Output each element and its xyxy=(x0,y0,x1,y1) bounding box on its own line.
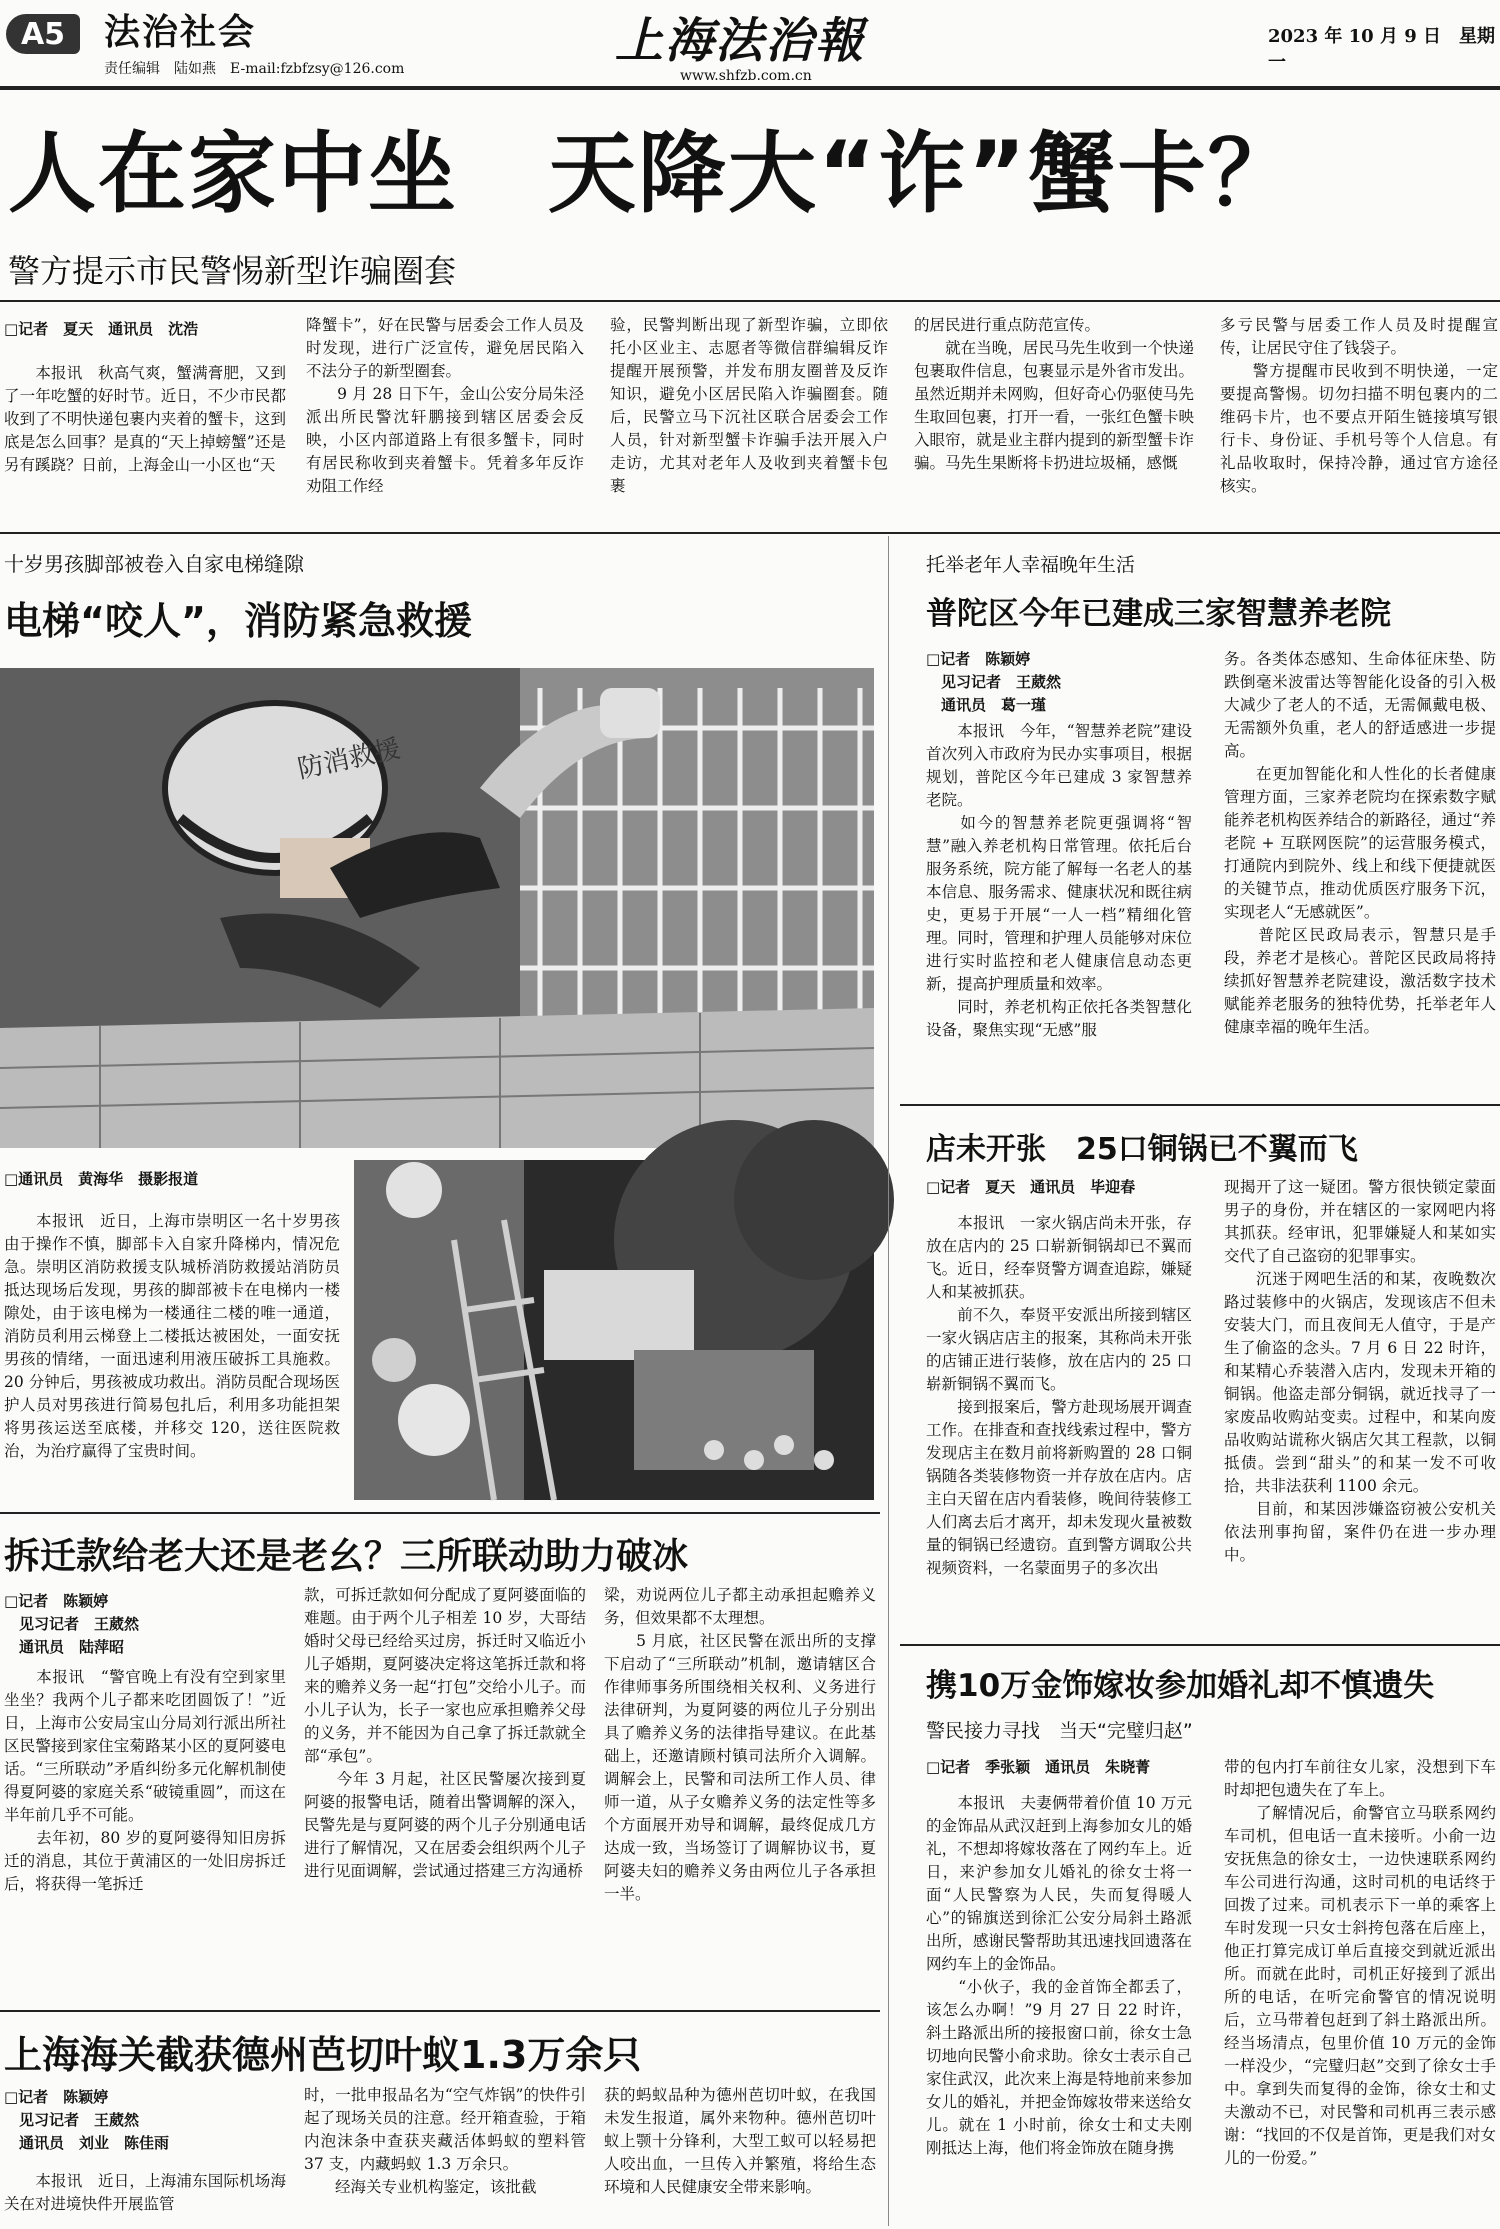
elevator-rescue-photo xyxy=(0,668,874,1148)
customs-headline: 上海海关截获德州芭切叶蚁1.3万余只 xyxy=(4,2033,642,2077)
issue-date: 2023 年 10 月 9 日 星期一 xyxy=(1268,26,1496,73)
website-url: www.shfzb.com.cn xyxy=(680,68,812,84)
firefighters-scene-photo xyxy=(354,1160,874,1500)
elderly-byline: □记者 陈颖婷 见习记者 王葳然 通讯员 葛一瑾 xyxy=(926,650,1062,714)
lead-column-2: 降蟹卡”，好在民警与居委会工作人员及时发现，进行广泛宣传，避免居民陷入不法分子的新型圈套。 9 月 28 日下午，金山公安分局朱泾派出所民警沈轩鹏接到辖区居委会反映，小区内部道路上有很多蟹卡，同时有居民称收到夹着蟹卡。凭着多年反诈劝阻工作经 xyxy=(306,316,584,495)
demolition-headline: 拆迁款给老大还是老幺？三所联动助力破冰 xyxy=(4,1536,689,1577)
demolition-byline: □记者 陈颖婷 见习记者 王葳然 通讯员 陆萍昭 xyxy=(4,1592,140,1656)
demolition-bottom-rule xyxy=(0,2010,880,2012)
lead-divider xyxy=(0,300,1500,302)
elderly-headline: 普陀区今年已建成三家智慧养老院 xyxy=(926,596,1391,632)
elderly-kicker: 托举老年人幸福晚年生活 xyxy=(926,554,1136,576)
gold-byline: □记者 季张颖 通讯员 朱晓菁 xyxy=(926,1758,1151,1776)
customs-byline: □记者 陈颖婷 见习记者 王葳然 通讯员 刘业 陈佳雨 xyxy=(4,2088,170,2152)
lead-column-4: 的居民进行重点防范宣传。 就在当晚，居民马先生收到一个快递包裹取件信息，包裹显示是外省市发出。虽然近期并未网购，但好奇心仍驱使马先生取回包裹，打开一看，一张红色蟹卡映入眼帘，就是业主群内提到的新型蟹卡诈骗。马先生果断将卡扔进垃圾桶，感慨 xyxy=(914,316,1194,472)
gold-subhead: 警民接力寻找 当天“完璧归赵” xyxy=(926,1720,1193,1742)
elevator-byline: □通讯员 黄海华 摄影报道 xyxy=(4,1170,199,1188)
header-rule xyxy=(0,86,1500,90)
elevator-body: 本报讯 近日，上海市崇明区一名十岁男孩由于操作不慎，脚部卡入自家升降梯内，情况危急。崇明区消防救援支队城桥消防救援站消防员抵达现场后发现，男孩的脚部被卡在电梯内一楼隙处，由于该电梯为一楼通往二楼的唯一通道，消防员利用云梯登上二楼抵达被困处，一面安抚男孩的情绪，一面迅速利用液压破拆工具施救。20 分钟后，男孩被成功救出。消防员配合现场医护人员对男孩进行简易包扎后，利用多功能担架将男孩运送至底楼，并移交 120，送往医院救治，为治疗赢得了宝贵时间。 xyxy=(4,1212,340,1460)
customs-column-1: 本报讯 近日，上海浦东国际机场海关在对进境快件开展监管 xyxy=(4,2172,286,2213)
firefighters-scene-illustration xyxy=(354,1160,874,1500)
demolition-column-3: 梁，劝说两位儿子都主动承担起赡养义务，但效果都不太理想。 5 月底，社区民警在派出所的支撑下启动了“三所联动”机制，邀请辖区合作律师事务所围绕相关权利、义务进行法律研判，为夏阿婆的两位儿子分别出具了赡养义务的法律指导建议。在此基础上，还邀请顾村镇司法所介入调解。调解会上，民警和司法所工作人员、律师一道，从子女赡养义务的法定性等多个方面展开劝导和调解，最终促成几方达成一致，当场签订了调解协议书，夏阿婆夫妇的赡养义务由两位儿子各承担一半。 xyxy=(604,1586,876,1903)
elderly-column-1: 本报讯 今年，“智慧养老院”建设首次列入市政府为民办实事项目，根据规划，普陀区今年已建成 3 家智慧养老院。 如今的智慧养老院更强调将“智慧”融入养老机构日常管理。依托后台服务系统，院方能了解每一名老人的基本信息、服务需求、健康状况和既往病史，更易于开展“一人一档”精细化管理。同时，管理和护理人员能够对床位进行实时监控和老人健康信息动态更新，提高护理质量和效率。 同时，养老机构正依托各类智慧化设备，聚焦实现“无感”服 xyxy=(926,722,1192,1039)
elevator-bottom-rule xyxy=(0,1512,880,1514)
column-divider xyxy=(888,536,889,2226)
elevator-rescue-illustration xyxy=(0,668,874,1148)
gold-column-1: 本报讯 夫妻俩带着价值 10 万元的金饰品从武汉赶到上海参加女儿的婚礼，不想却将嫁妆落在了网约车上。近日，来沪参加女儿婚礼的徐女士将一面“人民警察为人民，失而复得暖人心”的锦旗送到徐汇公安分局斜土路派出所，感谢民警帮助其迅速找回遗落在网约车上的金饰品。 “小伙子，我的金首饰全都丢了，该怎么办啊！”9 月 27 日 22 时许，斜土路派出所的接报窗口前，徐女士急切地向民警小俞求助。徐女士表示自己家住武汉，此次来上海是特地前来参加女儿的婚礼，并把金饰嫁妆带来送给女儿。就在 1 小时前，徐女士和丈夫刚刚抵达上海，他们将金饰放在随身携 xyxy=(926,1794,1192,2157)
lead-column-5: 多亏民警与居委工作人员及时提醒宣传，让居民守住了钱袋子。 警方提醒市民收到不明快递，一定要提高警惕。切勿扫描不明包裹内的二维码卡片，也不要点开陌生链接填写银行卡、身份证、手机号等个人信息。有礼品收取时，保持冷静，通过官方途径核实。 xyxy=(1220,316,1498,495)
hotpot-headline: 店未开张 25口铜锅已不翼而飞 xyxy=(926,1132,1358,1167)
editor-credit: 责任编辑 陆如燕 E-mail:fzbfzsy@126.com xyxy=(104,61,405,77)
lead-headline: 人在家中坐 天降大“诈”蟹卡？ xyxy=(8,122,1298,225)
page-number-badge: A5 xyxy=(6,14,80,54)
lead-column-1: 本报讯 秋高气爽，蟹满膏肥，又到了一年吃蟹的好时节。近日，不少市民都收到了不明快递包裹内夹着的蟹卡，这到底是怎么回事？是真的“天上掉螃蟹”还是另有蹊跷？日前，上海金山一小区也“天 xyxy=(4,364,286,474)
elevator-kicker: 十岁男孩脚部被卷入自家电梯缝隙 xyxy=(4,552,304,576)
lead-column-3: 验，民警判断出现了新型诈骗，立即依托小区业主、志愿者等微信群编辑反诈提醒开展预警，并发布朋友圈普及反诈知识，避免小区居民陷入诈骗圈套。随后，民警立马下沉社区联合居委会工作人员，针对新型蟹卡诈骗手法开展入户走访，尤其对老年人及收到夹着蟹卡包裹 xyxy=(610,316,888,495)
hotpot-byline: □记者 夏天 通讯员 毕迎春 xyxy=(926,1178,1136,1196)
gold-column-2: 带的包内打车前往女儿家，没想到下车时却把包遗失在了车上。 了解情况后，俞警官立马联系网约车司机，但电话一直未接听。小俞一边安抚焦急的徐女士，一边快速联系网约车公司进行沟通，这时司机的电话终于回拨了过来。司机表示下一单的乘客上车时发现一只女士斜挎包落在后座上，他正打算完成订单后直接交到就近派出所。而就在此时，司机正好接到了派出所的电话，在听完俞警官的情况说明后，立马带着包赶到了斜土路派出所。经当场清点，包里价值 10 万元的金饰一样没少，“完璧归赵”交到了徐女士手中。拿到失而复得的金饰，徐女士和丈夫激动不已，对民警和司机再三表示感谢：“找回的不仅是首饰，更是我们对女儿的一份爱。” xyxy=(1224,1758,1496,2167)
gold-headline: 携10万金饰嫁妆参加婚礼却不慎遗失 xyxy=(926,1668,1435,1704)
customs-column-2: 时，一批申报品名为“空气炸锅”的快件引起了现场关员的注意。经开箱查验，于箱内泡沫条中查获夹藏活体蚂蚁的塑料管 37 支，内藏蚂蚁 1.3 万余只。 经海关专业机构鉴定，该批截 xyxy=(304,2086,586,2196)
lead-bottom-rule xyxy=(0,532,1500,534)
svg-text:防消救援: 防消救援 xyxy=(295,733,404,785)
hotpot-bottom-rule xyxy=(900,1644,1500,1646)
demolition-column-2: 款，可拆迁款如何分配成了夏阿婆面临的难题。由于两个儿子相差 10 岁，大哥结婚时父母已经给买过房，拆迁时又临近小儿子婚期，夏阿婆决定将这笔拆迁款和将来的赡养义务一起“打包”交给小儿子。而小儿子认为，长子一家也应承担赡养父母的义务，并不能因为自己拿了拆迁款就全部“承包”。 今年 3 月起，社区民警屡次接到夏阿婆的报警电话，随着出警调解的深入，民警先是与夏阿婆的两个儿子分别通电话进行了解情况，又在居委会组织两个儿子进行见面调解，尝试通过搭建三方沟通桥 xyxy=(304,1586,586,1880)
elevator-headline: 电梯“咬人”，消防紧急救援 xyxy=(4,599,472,643)
demolition-column-1: 本报讯 “警官晚上有没有空到家里坐坐？我两个儿子都来吃团圆饭了！”近日，上海市公安局宝山分局刘行派出所社区民警接到家住宝菊路某小区的夏阿婆电话。“三所联动”矛盾纠纷多元化解机制使得夏阿婆的家庭关系“破镜重圆”，而这在半年前几乎不可能。 去年初，80 岁的夏阿婆得知旧房拆迁的消息，其位于黄浦区的一处旧房拆迁后，将获得一笔拆迁 xyxy=(4,1668,286,1893)
lead-subhead: 警方提示市民警惕新型诈骗圈套 xyxy=(8,252,457,290)
section-title: 法治社会 xyxy=(104,12,257,53)
elderly-column-2: 务。各类体态感知、生命体征床垫、防跌倒毫米波雷达等智能化设备的引入极大减少了老人的不适，无需佩戴电极、无需额外负重，老人的舒适感进一步提高。 在更加智能化和人性化的长者健康管理方面，三家养老院均在探索数字赋能养老机构医养结合的新路径，通过“养老院 + 互联网医院”的运营服务模式，打通院内到院外、线上和线下便捷就医的关键节点，推动优质医疗服务下沉，实现老人“无感就医”。 普陀区民政局表示，智慧只是手段，养老才是核心。普陀区民政局将持续抓好智慧养老院建设，激活数字技术赋能养老服务的独特优势，托举老年人健康幸福的晚年生活。 xyxy=(1224,650,1496,1036)
hotpot-column-1: 本报讯 一家火锅店尚未开张，存放在店内的 25 口崭新铜锅却已不翼而飞。近日，经奉贤警方调查追踪，嫌疑人和某被抓获。 前不久，奉贤平安派出所接到辖区一家火锅店店主的报案，其称尚未开张的店铺正进行装修，放在店内的 25 口崭新铜锅不翼而飞。 接到报案后，警方赴现场展开调查工作。在排查和查找线索过程中，警方发现店主在数月前将新购置的 28 口铜锅随各类装修物资一并存放在店内。店主白天留在店内看装修，晚间待装修工人们离去后才离开，却未发现火量被数量的铜锅已经遗窃。直到警方调取公共视频资料，一名蒙面男子的多次出 xyxy=(926,1214,1192,1577)
customs-column-3: 获的蚂蚁品种为德州芭切叶蚁，在我国未发生报道，属外来物种。德州芭切叶蚁上颚十分锋利，大型工蚁可以轻易把人咬出血，一旦传入并繁殖，将给生态环境和人民健康安全带来影响。 xyxy=(604,2086,876,2196)
lead-byline: □记者 夏天 通讯员 沈浩 xyxy=(4,320,199,338)
newspaper-masthead: 上海法治報 xyxy=(615,13,866,69)
elderly-bottom-rule xyxy=(900,1104,1500,1106)
hotpot-column-2: 现揭开了这一疑团。警方很快锁定蒙面男子的身份，并在辖区的一家网吧内将其抓获。经审讯，犯罪嫌疑人和某如实交代了自己盗窃的犯罪事实。 沉迷于网吧生活的和某，夜晚数次路过装修中的火锅店，发现该店不但未安装大门，而且夜间无人值守，于是产生了偷盗的念头。7 月 6 日 22 时许，和某精心乔装潜入店内，发现未开箱的铜锅。他盗走部分铜锅，就近找寻了一家废品收购站变卖。过程中，和某向废品收购站谎称火锅店欠其工程款，以铜抵债。尝到“甜头”的和某一发不可收拾，共非法获利 1100 余元。 目前，和某因涉嫌盗窃被公安机关依法刑事拘留，案件仍在进一步办理中。 xyxy=(1224,1178,1496,1564)
